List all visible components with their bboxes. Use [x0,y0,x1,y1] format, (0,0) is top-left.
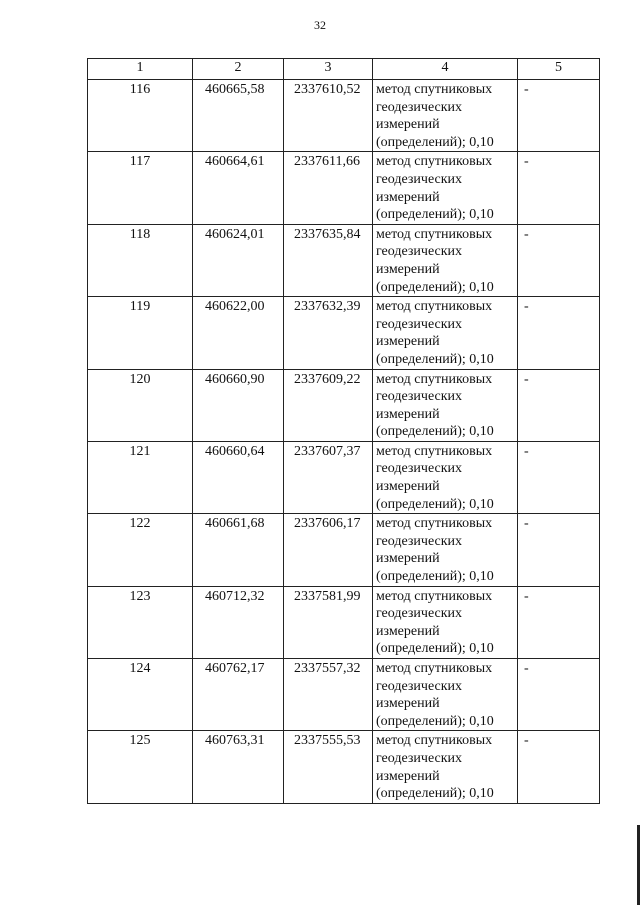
table-row [88,152,600,224]
y-coordinate-cell: 2337610,52 [284,80,373,152]
header-cell: 4 [373,59,518,80]
method-line: измерений [376,696,440,712]
method-cell [373,659,518,731]
method-line: (определений); 0,10 [376,641,494,657]
table-row [88,297,600,369]
method-line: измерений [376,189,440,205]
point-number-cell: 124 [88,659,193,731]
method-cell [373,224,518,296]
x-coordinate-cell: 460660,64 [193,441,284,513]
x-coordinate-cell: 460664,61 [193,152,284,224]
note-cell: - [518,586,600,658]
y-coordinate-cell: 2337632,39 [284,297,373,369]
method-line: геодезических [376,171,463,187]
table-row [88,659,600,731]
method-line: (определений); 0,10 [376,496,494,512]
note-cell: - [518,369,600,441]
point-number-cell: 116 [88,80,193,152]
point-number-cell: 118 [88,224,193,296]
method-line: метод спутниковых [376,226,493,242]
method-line: метод спутниковых [376,661,493,676]
x-coordinate-cell: 460622,00 [193,297,284,369]
x-coordinate-cell: 460762,17 [193,659,284,731]
method-line: метод спутниковых [376,588,493,604]
x-coordinate-cell: 460665,58 [193,80,284,152]
table-row [88,80,600,152]
method-line: метод спутниковых [376,516,493,532]
method-cell [373,586,518,658]
y-coordinate-cell: 2337609,22 [284,369,373,441]
page-number: 32 [314,18,326,32]
note-cell: - [518,731,600,803]
method-line: геодезических [376,389,463,405]
x-coordinate-cell: 460660,90 [193,369,284,441]
method-line: метод спутниковых [376,733,493,749]
point-number-cell: 123 [88,586,193,658]
method-cell [373,514,518,586]
x-coordinate-cell: 460661,68 [193,514,284,586]
method-line: геодезических [376,244,463,260]
method-cell [373,80,518,152]
table-header-row [88,59,600,80]
method-line: геодезических [376,678,463,694]
table-row [88,369,600,441]
method-line: измерений [376,551,440,567]
table-row [88,441,600,513]
method-line: геодезических [376,99,463,115]
y-coordinate-cell: 2337607,37 [284,441,373,513]
header-cell: 5 [518,59,600,80]
method-line: (определений); 0,10 [376,207,494,223]
x-coordinate-cell: 460624,01 [193,224,284,296]
method-line: геодезических [376,606,463,622]
x-coordinate-cell: 460712,32 [193,586,284,658]
point-number-cell: 125 [88,731,193,803]
y-coordinate-cell: 2337581,99 [284,586,373,658]
method-line: метод спутниковых [376,443,493,459]
method-line: (определений); 0,10 [376,424,494,440]
header-cell: 3 [284,59,373,80]
method-line: (определений); 0,10 [376,351,494,367]
method-line: измерений [376,623,440,639]
note-cell: - [518,224,600,296]
table-row [88,224,600,296]
method-line: геодезических [376,461,463,477]
coordinates-table [87,58,600,804]
method-line: (определений); 0,10 [376,786,494,802]
note-cell: - [518,514,600,586]
method-line: метод спутниковых [376,82,493,97]
header-cell: 1 [88,59,193,80]
method-line: измерений [376,479,440,495]
point-number-cell: 120 [88,369,193,441]
x-coordinate-cell: 460763,31 [193,731,284,803]
point-number-cell: 119 [88,297,193,369]
y-coordinate-cell: 2337557,32 [284,659,373,731]
method-line: геодезических [376,750,463,766]
note-cell: - [518,441,600,513]
point-number-cell: 117 [88,152,193,224]
method-line: метод спутниковых [376,371,493,387]
method-line: (определений); 0,10 [376,279,494,295]
table-row [88,586,600,658]
method-cell [373,152,518,224]
table-row [88,731,600,803]
method-cell [373,297,518,369]
note-cell: - [518,152,600,224]
method-line: геодезических [376,533,463,549]
table-row [88,514,600,586]
point-number-cell: 121 [88,441,193,513]
header-cell: 2 [193,59,284,80]
method-line: (определений); 0,10 [376,569,494,585]
note-cell: - [518,297,600,369]
method-line: измерений [376,406,440,422]
y-coordinate-cell: 2337611,66 [284,152,373,224]
method-line: (определений); 0,10 [376,134,494,150]
note-cell: - [518,659,600,731]
method-line: измерений [376,334,440,350]
method-line: (определений); 0,10 [376,713,494,729]
method-line: метод спутниковых [376,154,493,170]
method-line: измерений [376,768,440,784]
y-coordinate-cell: 2337606,17 [284,514,373,586]
method-line: геодезических [376,316,463,332]
point-number-cell: 122 [88,514,193,586]
method-cell [373,369,518,441]
method-cell [373,731,518,803]
method-line: измерений [376,117,440,133]
method-line: измерений [376,261,440,277]
y-coordinate-cell: 2337635,84 [284,224,373,296]
method-cell [373,441,518,513]
note-cell: - [518,80,600,152]
method-line: метод спутниковых [376,299,493,315]
y-coordinate-cell: 2337555,53 [284,731,373,803]
